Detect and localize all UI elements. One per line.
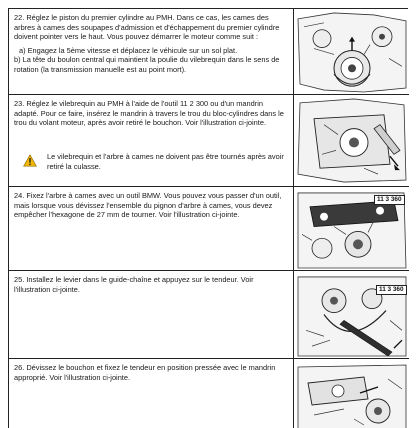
substep-b: b) La tête du boulon central qui maintient la poulie du vilebrequin dans le sens de rotation (la transmission manuelle est au point mort).: [14, 55, 280, 74]
tensioner-drawing: [294, 359, 409, 428]
step-number: 24.: [14, 191, 25, 200]
step-number: 25.: [14, 275, 25, 284]
substep-a: a) Engagez la 5ème vitesse et déplacez le véhicule sur un sol plat.: [19, 45, 238, 55]
flywheel-drawing: [294, 95, 409, 186]
step-text: Installez le levier dans le guide-chaîne et appuyez sur le tendeur. Voir l'illustration ci-jointe.: [14, 275, 254, 294]
warning-triangle-icon: [23, 154, 37, 167]
step-25-illustration: [294, 271, 409, 358]
step-24-instruction: [14, 191, 288, 220]
step-24-illustration: [294, 187, 409, 270]
step-23: [9, 95, 409, 187]
step-text: Réglez le vilebrequin au PMH à l'aide de l'outil 11 2 300 ou d'un mandrin adapté. Pour ce faire, insérez le mandrin à travers le trou du bloc-cylindres dans le trou du volant moteur, après avoir retiré le bouchon. Voir l'illustration ci-jointe.: [14, 99, 284, 128]
step-25: [9, 271, 409, 359]
step-24-text-cell: [9, 187, 294, 270]
step-25-instruction: [14, 275, 288, 294]
tool-number-tag: 11 3 360: [374, 195, 405, 205]
step-23-illustration: [294, 95, 409, 186]
document-page: [8, 8, 408, 428]
step-26-instruction: [14, 363, 288, 382]
step-22-instruction: [14, 13, 288, 42]
step-number: 22.: [14, 13, 25, 22]
step-number: 26.: [14, 363, 25, 372]
tool-number-tag: 11 3 360: [376, 285, 407, 295]
step-text: Fixez l'arbre à cames avec un outil BMW. Vous pouvez vous passer d'un outil, mais lorsque vous dévissez l'ensemble du pignon d'arbre à cames, vous devez empêcher l'hexagone de 27 mm de tourner. Voir l'illustration ci-jointe.: [14, 191, 282, 220]
step-23-instruction: [14, 99, 288, 128]
step-24: [9, 187, 409, 271]
step-26-text-cell: [9, 359, 294, 428]
step-22-illustration: [294, 9, 409, 94]
step-23-text-cell: [9, 95, 294, 186]
step-22-substeps: [14, 46, 288, 75]
engine-front-drawing: [294, 9, 409, 94]
step-26-illustration: [294, 359, 409, 428]
warning-text: Le vilebrequin et l'arbre à cames ne doivent pas être tournés après avoir retiré la culasse.: [47, 152, 284, 171]
step-26: [9, 359, 409, 428]
step-22: [9, 9, 409, 95]
step-22-text-cell: [9, 9, 294, 94]
step-25-text-cell: [9, 271, 294, 358]
step-number: 23.: [14, 99, 25, 108]
step-text: Dévissez le bouchon et fixez le tendeur en position pressée avec le mandrin approprié. Voir l'illustration ci-jointe.: [14, 363, 276, 382]
step-text: Réglez le piston du premier cylindre au PMH. Dans ce cas, les cames des arbres à cames des soupapes d'admission et d'échappement du premier cylindre doivent pointer vers le haut. Vous pouvez démarrer le moteur comme suit :: [14, 13, 280, 42]
